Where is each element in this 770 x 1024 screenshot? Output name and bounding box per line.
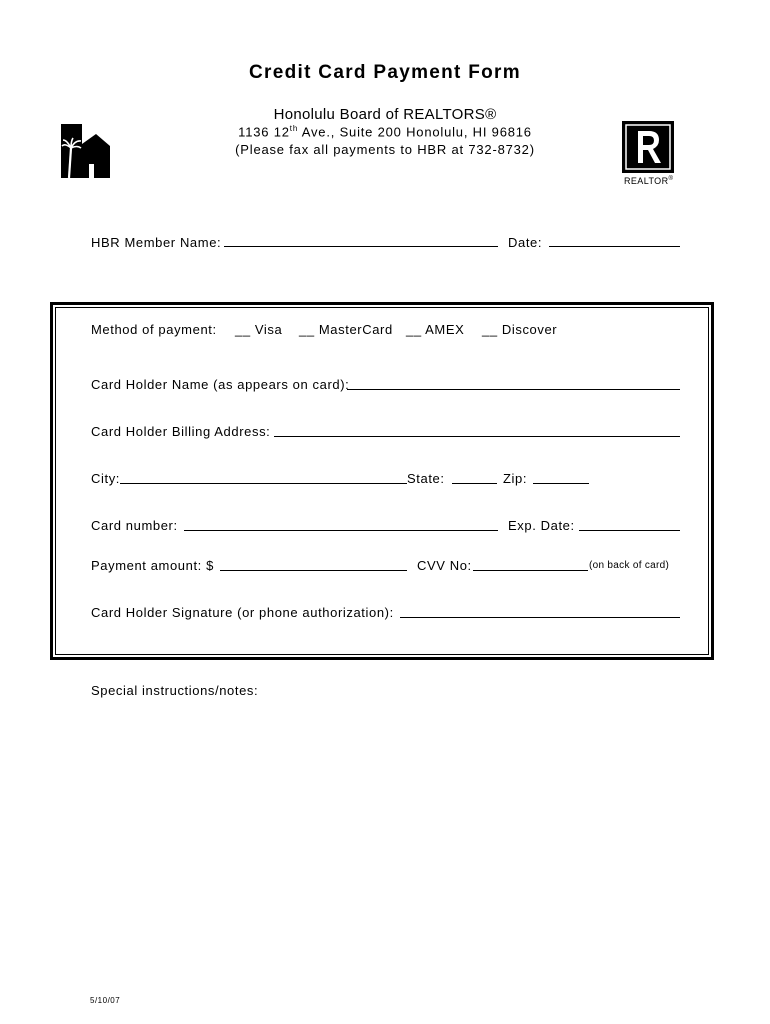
visa-option[interactable]: __ Visa (235, 322, 283, 337)
payment-amount-field[interactable] (220, 570, 407, 571)
payment-section-inner-frame (55, 307, 709, 655)
amex-option[interactable]: __ AMEX (406, 322, 465, 337)
zip-label: Zip: (503, 471, 528, 486)
member-name-label: HBR Member Name: (91, 235, 222, 250)
realtor-logo-icon (622, 121, 674, 173)
cvv-field[interactable] (473, 570, 588, 571)
signature-field[interactable] (400, 617, 680, 618)
zip-field[interactable] (533, 483, 589, 484)
state-field[interactable] (452, 483, 497, 484)
special-instructions-area[interactable] (91, 705, 681, 975)
date-label: Date: (508, 235, 543, 250)
exp-date-label: Exp. Date: (508, 518, 575, 533)
signature-label: Card Holder Signature (or phone authorization): (91, 605, 394, 620)
realtor-logo-text: REALTOR® (624, 176, 674, 186)
mastercard-option[interactable]: __ MasterCard (299, 322, 393, 337)
org-address: 1136 12th Ave., Suite 200 Honolulu, HI 96816 (238, 124, 532, 140)
card-holder-name-field[interactable] (347, 389, 680, 390)
billing-address-label: Card Holder Billing Address: (91, 424, 271, 439)
form-revision-date: 5/10/07 (90, 996, 121, 1005)
discover-option[interactable]: __ Discover (482, 322, 558, 337)
exp-date-field[interactable] (579, 530, 680, 531)
city-label: City: (91, 471, 120, 486)
method-of-payment-label: Method of payment: (91, 322, 217, 337)
fax-note: (Please fax all payments to HBR at 732-8732) (235, 142, 535, 157)
cvv-label: CVV No: (417, 558, 472, 573)
date-field[interactable] (549, 246, 680, 247)
member-name-field[interactable] (224, 246, 498, 247)
card-holder-name-label: Card Holder Name (as appears on card): (91, 377, 350, 392)
form-title: Credit Card Payment Form (249, 62, 521, 83)
card-number-label: Card number: (91, 518, 178, 533)
special-instructions-label: Special instructions/notes: (91, 683, 259, 698)
card-number-field[interactable] (184, 530, 498, 531)
state-label: State: (407, 471, 445, 486)
org-name: Honolulu Board of REALTORS® (273, 106, 497, 123)
billing-address-field[interactable] (274, 436, 680, 437)
cvv-note: (on back of card) (589, 560, 670, 571)
payment-amount-label: Payment amount: $ (91, 558, 214, 573)
city-field[interactable] (120, 483, 407, 484)
